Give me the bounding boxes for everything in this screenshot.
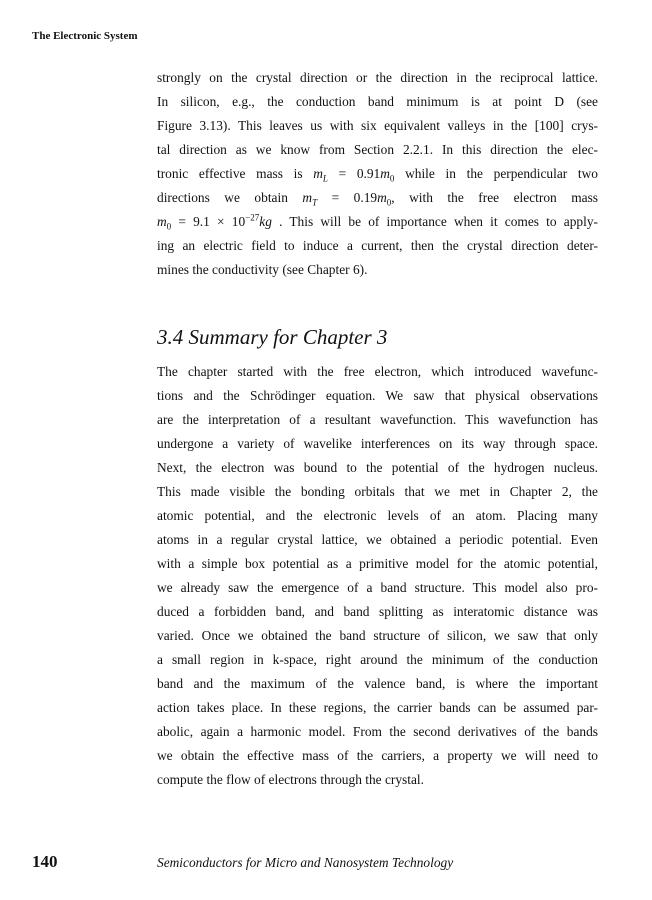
text-line: Next, the electron was bound to the potential of the hydrogen nucleus. bbox=[157, 460, 598, 475]
text-line: This made visible the bonding orbitals that we met in Chapter 2, the bbox=[157, 484, 598, 499]
text-line: The chapter started with the free electron, which introduced wavefunc- bbox=[157, 364, 598, 379]
text-line: duced a forbidden band, and band splitting as interatomic distance was bbox=[157, 604, 598, 619]
text-line: In silicon, e.g., the conduction band minimum is at point D (see bbox=[157, 94, 598, 109]
text-line: ing an electric field to induce a current, then the crystal direction deter- bbox=[157, 238, 598, 253]
math-m0: $m_0 = 9.1 \times 10^{-27}kg$ bbox=[157, 212, 272, 232]
text-line: a small region in k-space, right around the minimum of the conduction bbox=[157, 652, 598, 667]
text-line: atomic potential, and the electronic levels of an atom. Placing many bbox=[157, 508, 598, 523]
text-line-transverse-mass: directions we obtain $m_T = 0.19m_0$, with the free electron mass bbox=[157, 190, 598, 208]
text-line: Figure 3.13). This leaves us with six equivalent valleys in the [100] crys- bbox=[157, 118, 598, 133]
text-line: are the interpretation of a resultant wavefunction. This wavefunction has bbox=[157, 412, 598, 427]
text-line: atoms in a regular crystal lattice, we obtained a periodic potential. Even bbox=[157, 532, 598, 547]
text-line: undergone a variety of wavelike interferences on its way through space. bbox=[157, 436, 598, 451]
text-line: abolic, again a harmonic model. From the second derivatives of the bands bbox=[157, 724, 598, 739]
text-line: with a simple box potential as a primitive model for the atomic potential, bbox=[157, 556, 598, 571]
text-line: we obtain the effective mass of the carriers, a property we will need to bbox=[157, 748, 598, 763]
text-line: compute the flow of electrons through the crystal. bbox=[157, 772, 424, 787]
text-line: tions and the Schrödinger equation. We saw that physical observations bbox=[157, 388, 598, 403]
paragraph-continued bbox=[157, 66, 598, 282]
text-line: we already saw the emergence of a band structure. This model also pro- bbox=[157, 580, 598, 595]
text-line: action takes place. In these regions, the carrier bands can be assumed par- bbox=[157, 700, 598, 715]
running-head: The Electronic System bbox=[32, 30, 138, 42]
math-mL: $m_L = 0.91m_0$ bbox=[313, 166, 395, 184]
text-line: tal direction as we know from Section 2.2.1. In this direction the elec- bbox=[157, 142, 598, 157]
text-line: band and the maximum of the valence band, is where the important bbox=[157, 676, 598, 691]
section-heading: 3.4 Summary for Chapter 3 bbox=[157, 325, 388, 349]
summary-paragraph bbox=[157, 360, 598, 792]
text-line: mines the conductivity (see Chapter 6). bbox=[157, 262, 368, 277]
text-line-longitudinal-mass: tronic effective mass is $m_L = 0.91m_0$ while in the perpendicular two bbox=[157, 166, 598, 184]
math-mT: $m_T = 0.19m_0$ bbox=[302, 190, 392, 208]
page-number: 140 bbox=[32, 852, 58, 871]
book-title: Semiconductors for Micro and Nanosystem Technology bbox=[157, 855, 454, 870]
text-line-free-electron-mass: $m_0 = 9.1 \times 10^{-27}kg$ . This will be of importance when it comes to apply- bbox=[157, 212, 598, 232]
text-line: varied. Once we obtained the band structure of silicon, we saw that only bbox=[157, 628, 598, 643]
text-line: strongly on the crystal direction or the direction in the reciprocal lattice. bbox=[157, 70, 598, 85]
